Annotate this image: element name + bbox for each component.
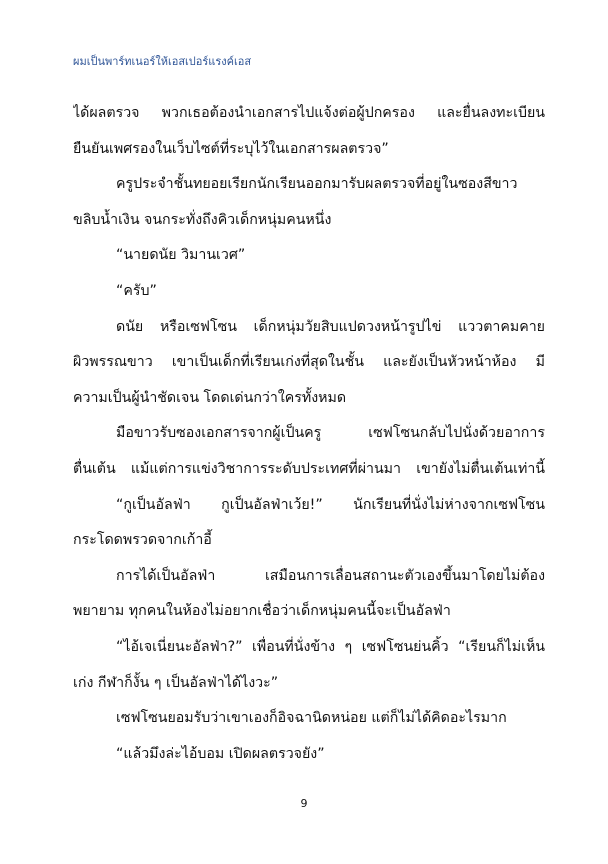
text-line: การได้เป็นอัลฟ่า เสมือนการเลื่อนสถานะตัวเองขึ้นมาโดยไม่ต้อง: [116, 567, 545, 584]
running-header: ผมเป็นพาร์ทเนอร์ให้เอสเปอร์แรงค์เอส: [73, 55, 252, 68]
body-text: [73, 96, 545, 772]
text-line: “ครับ”: [116, 282, 157, 299]
text-line: ครูประจำชั้นทยอยเรียกนักเรียนออกมารับผลตรวจที่อยู่ในซองสีขาว: [116, 176, 518, 193]
text-line: “กูเป็นอัลฟ่า กูเป็นอัลฟ่าเว้ย!” นักเรียนที่นั่งไม่ห่างจากเซฟโซน: [116, 496, 545, 513]
text-line: “แล้วมึงล่ะไอ้บอม เปิดผลตรวจยัง”: [116, 745, 325, 762]
text-line: กระโดดพรวดจากเก้าอี้: [73, 532, 212, 549]
text-line: ดนัย หรือเซฟโซน เด็กหนุ่มวัยสิบแปดวงหน้ารูปไข่ แววตาคมคาย: [116, 318, 545, 335]
page-number: 9: [300, 797, 308, 810]
text-line: เก่ง กีฬาก็งั้น ๆ เป็นอัลฟ่าได้ไงวะ”: [73, 674, 279, 691]
text-line: ได้ผลตรวจ พวกเธอต้องนำเอกสารไปแจ้งต่อผู้ปกครอง และยื่นลงทะเบียน: [73, 105, 545, 121]
text-line: “ไอ้เจเนี่ยนะอัลฟ่า?” เพื่อนที่นั่งข้าง ๆ เซฟโซนย่นคิ้ว “เรียนก็ไม่เห็น: [116, 638, 545, 655]
text-line: พยายาม ทุกคนในห้องไม่อยากเชื่อว่าเด็กหนุ่มคนนี้จะเป็นอัลฟ่า: [73, 603, 451, 620]
text-line: ขลิบน้ำเงิน จนกระทั่งถึงคิวเด็กหนุ่มคนหนึ่ง: [73, 211, 332, 228]
text-line: ความเป็นผู้นำชัดเจน โดดเด่นกว่าใครทั้งหมด: [73, 389, 347, 406]
text-line: ตื่นเต้น แม้แต่การแข่งวิชาการระดับประเทศที่ผ่านมา เขายังไม่ตื่นเต้นเท่านี้: [73, 460, 545, 477]
text-line: มือขาวรับซองเอกสารจากผู้เป็นครู เซฟโซนกลับไปนั่งด้วยอาการ: [116, 425, 545, 442]
text-line: เซฟโซนยอมรับว่าเขาเองก็อิจฉานิดหน่อย แต่ก็ไม่ได้คิดอะไรมาก: [116, 710, 507, 727]
text-line: ยืนยันเพศรองในเว็บไซต์ที่ระบุไว้ในเอกสารผลตรวจ”: [73, 140, 389, 157]
text-line: ผิวพรรณขาว เขาเป็นเด็กที่เรียนเก่งที่สุดในชั้น และยังเป็นหัวหน้าห้อง มี: [73, 354, 545, 371]
text-line: “นายดนัย วิมานเวศ”: [116, 247, 246, 264]
